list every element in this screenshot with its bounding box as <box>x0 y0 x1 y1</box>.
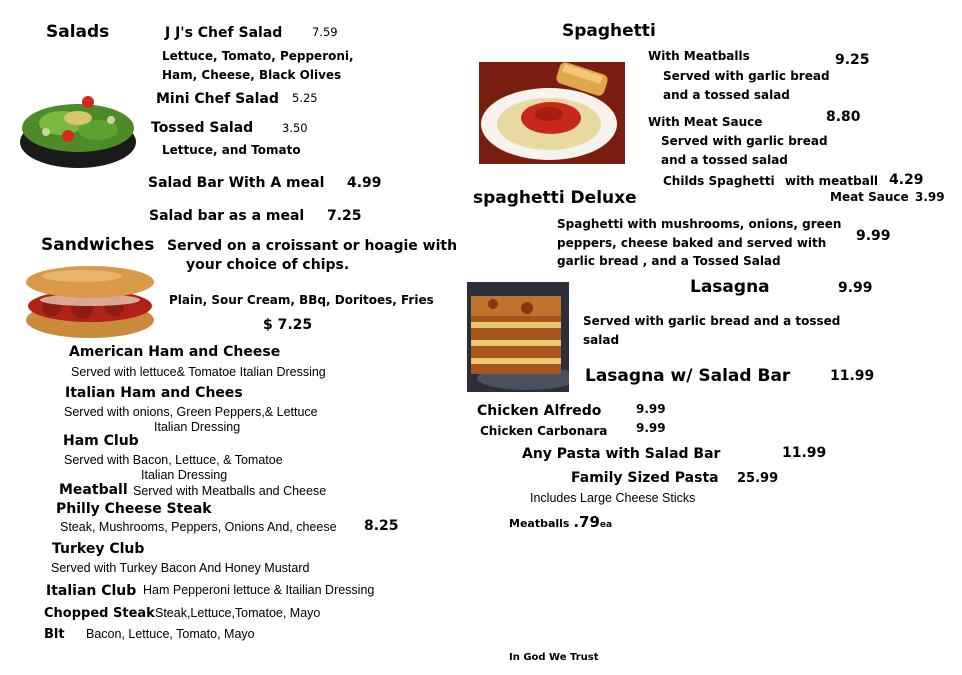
ham-club-desc-1: Served with Bacon, Lettuce, & Tomatoe <box>64 453 283 467</box>
lasagna-desc-1: Served with garlic bread and a tossed <box>583 314 841 328</box>
spaghetti-meatballs-price: 9.25 <box>835 52 870 68</box>
lasagna-salad-bar-price: 11.99 <box>830 368 875 384</box>
italian-ham-cheese-desc-1: Served with onions, Green Peppers,& Lettuce <box>64 405 318 419</box>
spaghetti-meatsauce-name: With Meat Sauce <box>648 115 763 129</box>
philly-cheese-steak-price: 8.25 <box>364 518 399 534</box>
italian-ham-cheese-name: Italian Ham and Chees <box>65 385 243 401</box>
chicken-alfredo-name: Chicken Alfredo <box>477 403 602 419</box>
lasagna-heading: Lasagna <box>690 277 770 297</box>
spaghetti-deluxe-desc-1: Spaghetti with mushrooms, onions, green <box>557 217 842 231</box>
salads-heading: Salads <box>46 22 110 42</box>
ham-club-desc-2: Italian Dressing <box>141 468 228 482</box>
childs-spaghetti-name: Childs Spaghetti <box>663 174 775 188</box>
salad-bar-meal-name: Salad Bar With A meal <box>148 175 325 191</box>
childs-spaghetti-price-meatball: 4.29 <box>889 172 924 188</box>
tossed-salad-price: 3.50 <box>282 121 308 135</box>
philly-cheese-steak-desc: Steak, Mushrooms, Peppers, Onions And, cheese <box>60 520 337 534</box>
chef-salad-name: J J's Chef Salad <box>165 25 283 41</box>
salad-bar-only-price: 7.25 <box>327 208 362 224</box>
meatballs-each-line <box>509 515 612 530</box>
childs-spaghetti-opt-meatball: with meatball <box>785 174 879 188</box>
spaghetti-deluxe-heading: spaghetti Deluxe <box>473 188 637 208</box>
meatballs-each-price: .79 <box>573 513 600 531</box>
mini-chef-salad-price: 5.25 <box>292 91 318 105</box>
italian-club-desc: Ham Pepperoni lettuce & Itailian Dressing <box>143 583 375 597</box>
spaghetti-meatballs-name: With Meatballs <box>648 49 750 63</box>
italian-club-name: Italian Club <box>46 583 137 599</box>
lasagna-desc-2: salad <box>583 333 620 347</box>
chopped-steak-desc: Steak,Lettuce,Tomatoe, Mayo <box>155 606 321 620</box>
chicken-carbonara-name: Chicken Carbonara <box>480 424 608 438</box>
lasagna-image <box>467 282 569 392</box>
family-pasta-price: 25.99 <box>737 471 779 486</box>
chef-salad-price: 7.59 <box>312 25 338 39</box>
meatball-desc: Served with Meatballs and Cheese <box>133 484 327 498</box>
spaghetti-plate-image <box>479 62 625 164</box>
blt-name: Blt <box>44 627 65 642</box>
spaghetti-meatsauce-desc-2: and a tossed salad <box>661 153 788 167</box>
spaghetti-deluxe-desc-3: garlic bread , and a Tossed Salad <box>557 254 781 268</box>
american-ham-cheese-desc: Served with lettuce& Tomatoe Italian Dressing <box>71 365 326 379</box>
mini-chef-salad-name: Mini Chef Salad <box>156 91 279 107</box>
chef-salad-desc-1: Lettuce, Tomato, Pepperoni, <box>162 49 354 63</box>
spaghetti-meatballs-desc-1: Served with garlic bread <box>663 69 830 83</box>
chef-salad-desc-2: Ham, Cheese, Black Olives <box>162 68 342 82</box>
sandwiches-served-line-2: your choice of chips. <box>186 257 350 273</box>
spaghetti-heading: Spaghetti <box>562 21 656 41</box>
sandwiches-chips: Plain, Sour Cream, BBq, Doritoes, Fries <box>169 293 434 307</box>
lasagna-price: 9.99 <box>838 280 873 296</box>
tossed-salad-desc: Lettuce, and Tomato <box>162 143 301 157</box>
salad-bar-only-name: Salad bar as a meal <box>149 208 305 224</box>
sandwiches-served-line-1: Served on a croissant or hoagie with <box>167 238 458 254</box>
chicken-carbonara-price: 9.99 <box>636 421 666 435</box>
chicken-alfredo-price: 9.99 <box>636 402 666 416</box>
family-pasta-name: Family Sized Pasta <box>571 470 719 486</box>
lasagna-salad-bar-name: Lasagna w/ Salad Bar <box>585 366 791 386</box>
sandwiches-price: $ 7.25 <box>263 317 313 333</box>
ham-club-name: Ham Club <box>63 433 139 449</box>
spaghetti-meatballs-desc-2: and a tossed salad <box>663 88 790 102</box>
meatballs-each-unit: ea <box>599 520 613 530</box>
turkey-club-name: Turkey Club <box>52 541 145 557</box>
turkey-club-desc: Served with Turkey Bacon And Honey Mustard <box>51 561 310 575</box>
italian-ham-cheese-desc-2: Italian Dressing <box>154 420 241 434</box>
meatball-name: Meatball <box>59 482 128 498</box>
salad-bowl-image <box>16 90 140 172</box>
childs-spaghetti-price-sauce: 3.99 <box>915 190 945 204</box>
tossed-salad-name: Tossed Salad <box>151 120 254 136</box>
meatball-sub-image <box>22 262 158 342</box>
footer-motto: In God We Trust <box>509 652 599 663</box>
chopped-steak-name: Chopped Steak <box>44 606 155 621</box>
spaghetti-deluxe-price: 9.99 <box>856 228 891 244</box>
sandwiches-heading: Sandwiches <box>41 235 155 255</box>
any-pasta-salad-bar-name: Any Pasta with Salad Bar <box>522 446 721 462</box>
blt-desc: Bacon, Lettuce, Tomato, Mayo <box>86 627 255 641</box>
philly-cheese-steak-name: Philly Cheese Steak <box>56 501 212 517</box>
family-pasta-desc: Includes Large Cheese Sticks <box>530 491 696 505</box>
meatballs-each-label: Meatballs <box>509 517 570 530</box>
american-ham-cheese-name: American Ham and Cheese <box>69 344 281 360</box>
spaghetti-meatsauce-price: 8.80 <box>826 109 861 125</box>
spaghetti-deluxe-desc-2: peppers, cheese baked and served with <box>557 236 827 250</box>
any-pasta-salad-bar-price: 11.99 <box>782 445 827 461</box>
childs-spaghetti-opt-sauce: Meat Sauce <box>830 190 909 204</box>
salad-bar-meal-price: 4.99 <box>347 175 382 191</box>
spaghetti-meatsauce-desc-1: Served with garlic bread <box>661 134 828 148</box>
